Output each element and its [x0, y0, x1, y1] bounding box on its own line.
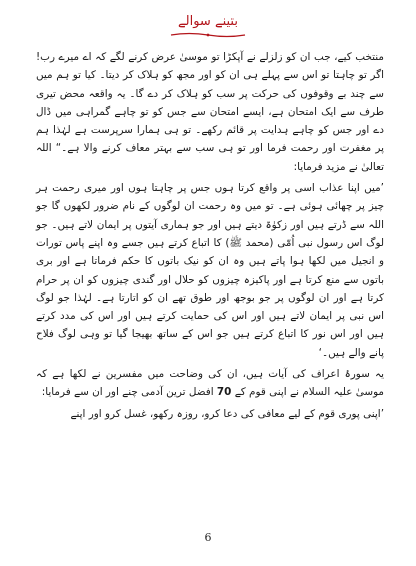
paragraph-4-quote: ’اپنی پوری قوم کے لیے معافی کی دعا کرو، روزہ رکھو، غسل کرو اور اپنے — [70, 407, 384, 420]
paragraph-3 — [36, 365, 384, 402]
paragraph-3-text-after: افضل ترین آدمی چنے اور ان سے فرمایا: — [41, 386, 214, 399]
page-title: بتینے سوالے — [178, 14, 238, 29]
page-body-text — [36, 48, 384, 423]
page-number: 6 — [204, 531, 212, 544]
title-underline-ornament-icon — [169, 31, 247, 38]
page-header — [0, 10, 416, 38]
paragraph-1: منتخب کیے، جب ان کو زلزلے نے آپکڑا تو موسیٰ عرض کرنے لگے کہ اے میرے رب! اگر تو چاہتا تو اس سے پہلے ہی ان کو اور مجھ کو ہلاک کر دیتا۔ کیا تو ہم میں سے چند بے وقوفوں کی حرکت پر سب کو ہلاک کر دے گا۔ یہ واقعہ محض تیری طرف سے ایک امتحان ہے، ایسے امتحان سے جس کو تو چاہے گمراہی میں ڈال دے اور جس کو چاہے ہدایت پر قائم رکھے۔ تو ہی ہمارا سرپرست ہے لہٰذا ہم پر مغفرت اور رحمت فرما اور تو ہی سب سے بہتر معاف کرنے والا ہے۔“ اللہ تعالیٰ نے مزید فرمایا: — [36, 51, 384, 173]
paragraph-2-quote: ’میں اپنا عذاب اسی پر واقع کرتا ہوں جس پر چاہتا ہوں اور میری رحمت ہر چیز پر چھائی ہوئی ہے۔ تو میں وہ رحمت ان لوگوں کے نام ضرور لکھوں گا جو اللہ سے ڈرتے ہیں اور زکوٰۃ دیتے ہیں اور جو ہماری آیتوں پر ایمان لاتے ہیں۔ جو لوگ اس رسول نبی اُمّی (محمد ﷺ) کا اتباع کرتے ہیں جسے وہ اپنے پاس تورات و انجیل میں لکھا ہوا پاتے ہیں وہ ان کو نیک باتوں کا حکم فرماتا ہے اور بری باتوں سے منع کرتا ہے اور پاکیزہ چیزوں کو حلال اور گندی چیزوں کو ان پر حرام کرتا ہے اور ان لوگوں پر جو بوجھ اور طوق تھے ان کو اتارتا ہے۔ لہٰذا جو لوگ اس نبی پر ایمان لاتے ہیں اور اس کی حمایت کرتے ہیں اور اس کی مدد کرتے ہیں اور اس نور کا اتباع کرتے ہیں جو اس کے ساتھ بھیجا گیا تو وہی لوگ فلاح پانے والے ہیں۔‘ — [36, 182, 384, 359]
paragraph-3-number: 70 — [216, 386, 232, 399]
paragraph-3-text-before: یہ سورۂ اعراف کی آیات ہیں، ان کی وضاحت میں مفسرین نے لکھا ہے کہ موسیٰ علیہ السلام نے اپنی قوم کے — [36, 368, 384, 399]
